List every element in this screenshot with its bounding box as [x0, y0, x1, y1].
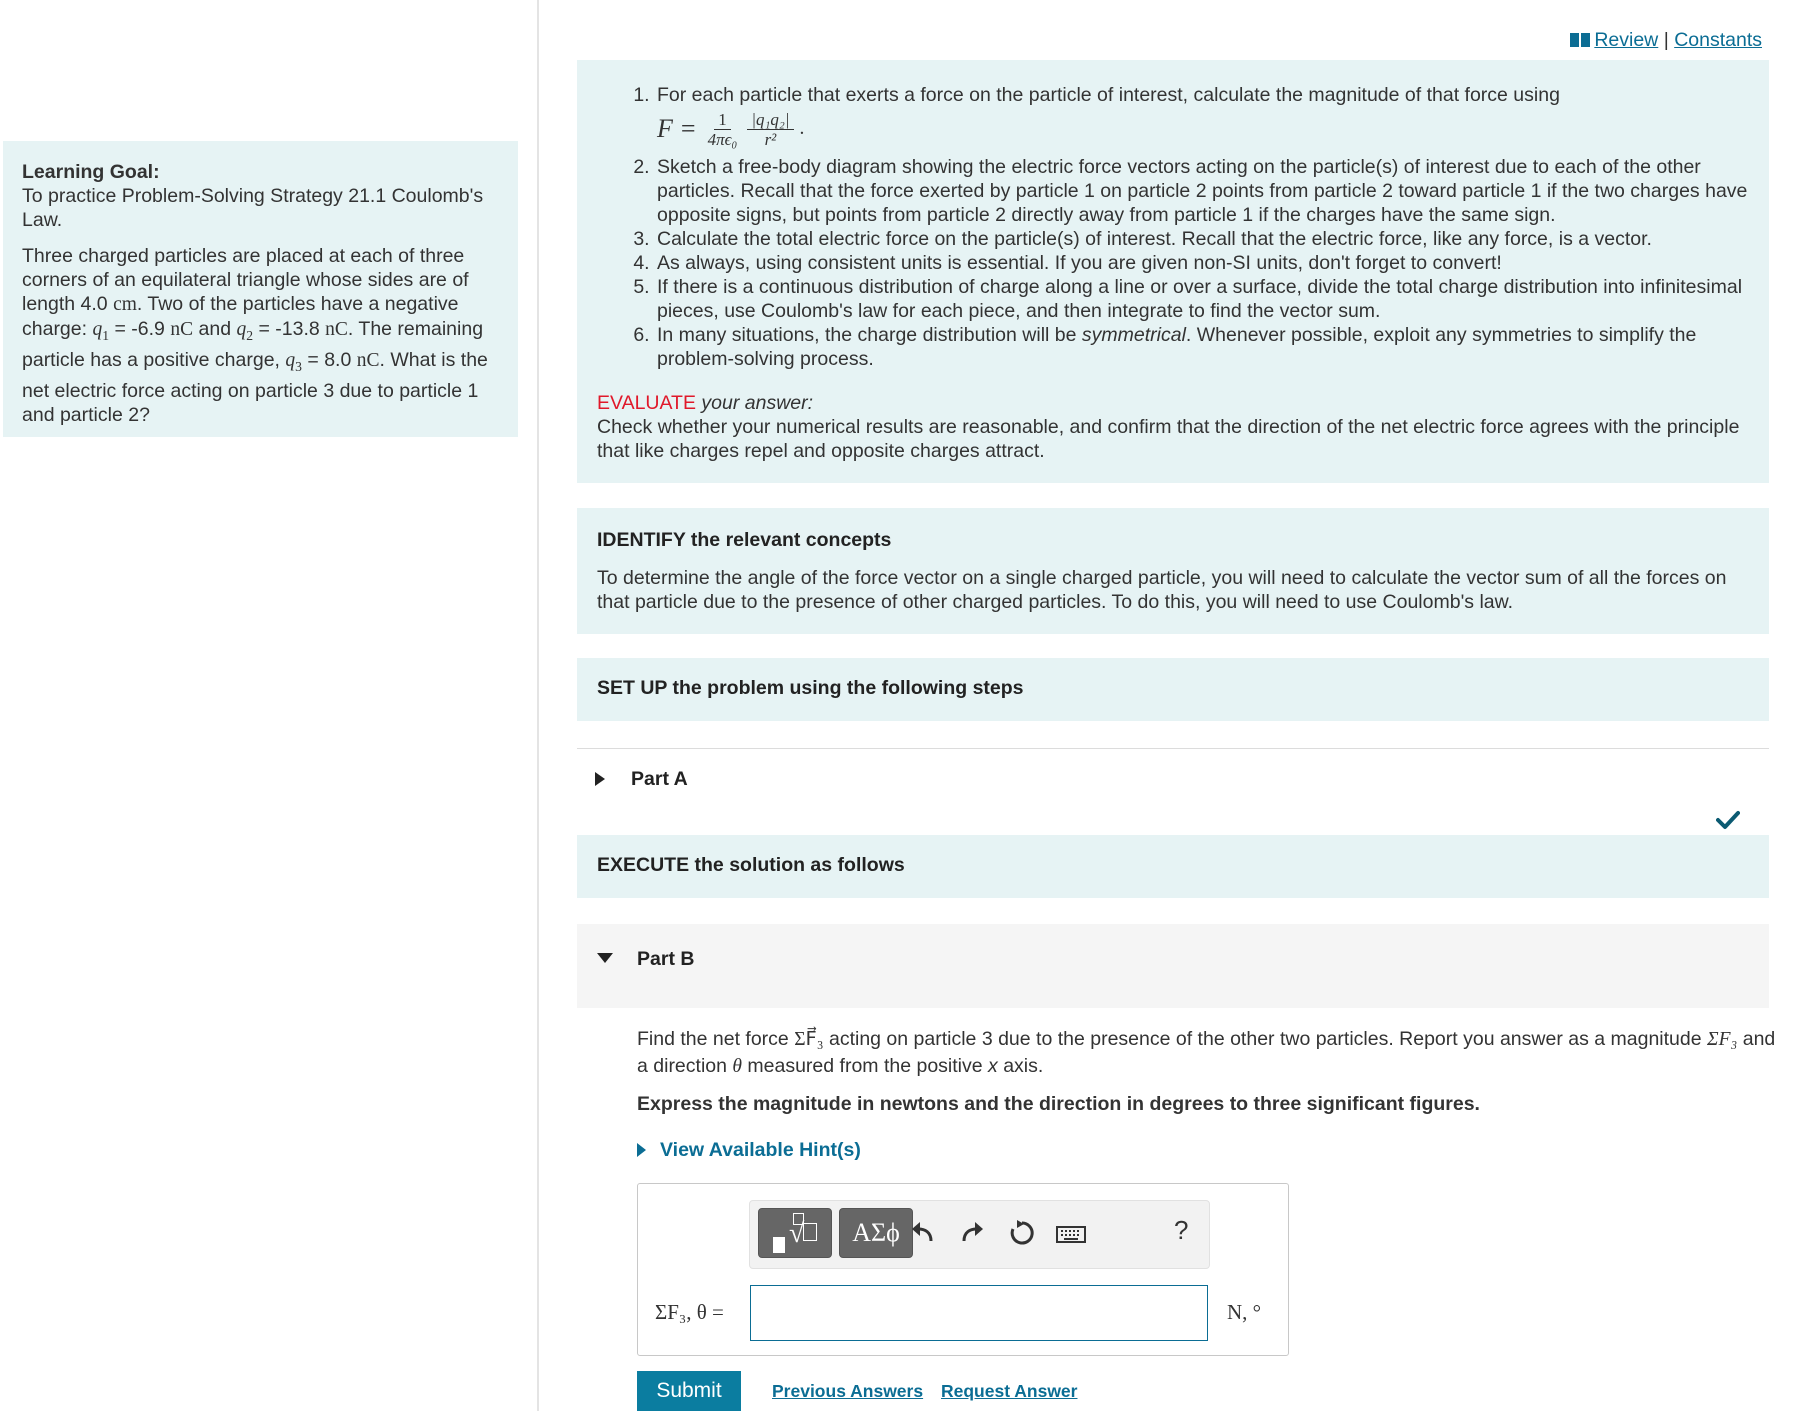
evaluate-heading: EVALUATE	[597, 392, 696, 414]
learning-goal-text: To practice Problem-Solving Strategy 21.1 Coulomb's Law.	[22, 185, 484, 231]
help-button[interactable]: ?	[1174, 1215, 1189, 1245]
step6-emphasis: symmetrical	[1081, 324, 1186, 346]
formula-den-1: 4πϵ₀	[707, 129, 738, 149]
q1-symbol: q	[92, 319, 103, 340]
view-hints-label: View Available Hint(s)	[660, 1139, 861, 1161]
execute-heading	[597, 854, 1749, 877]
checkmark-icon	[1716, 810, 1740, 830]
expand-arrow-icon	[595, 772, 605, 786]
question-text-c: and a direction	[637, 1028, 1776, 1077]
keyboard-icon[interactable]	[1056, 1219, 1086, 1247]
sum-force-vector-symbol: ΣF⃗₃	[794, 1029, 824, 1050]
previous-answers-link[interactable]: Previous Answers	[772, 1381, 924, 1401]
q3-value: = 8.0	[307, 348, 352, 371]
q2-value: = -13.8	[258, 318, 320, 340]
part-b-question	[637, 1026, 1777, 1080]
unit-nc-3: nC	[356, 349, 380, 371]
strategy-step-3: 3. Calculate the total electric force on the particle(s) of interest. Recall that the electric force, like any force, is a vector.	[655, 227, 1769, 251]
learning-goal-panel	[3, 141, 518, 437]
part-a-toggle[interactable]	[595, 768, 688, 791]
answer-box	[637, 1183, 1289, 1356]
collapse-arrow-icon	[597, 953, 613, 963]
step1-text: For each particle that exerts a force on the particle of interest, calculate the magnitude of that force using	[657, 84, 1560, 106]
math-toolbar	[749, 1200, 1210, 1269]
view-hints-link[interactable]	[637, 1139, 861, 1162]
coulomb-formula	[657, 105, 1769, 153]
question-text-a: Find the net force	[637, 1028, 789, 1050]
setup-panel	[577, 658, 1769, 721]
q2-symbol: q	[236, 319, 247, 340]
identify-text: To determine the angle of the force vector on a single charged particle, you will need to calculate the vector sum of all the forces on that particle due to the presence of other charged particles. To do this, you will need to use Coulomb's law.	[597, 567, 1727, 613]
part-b-label: Part B	[637, 948, 695, 970]
q3-symbol: q	[285, 349, 296, 371]
top-links	[1570, 29, 1762, 52]
setup-heading	[597, 677, 1749, 700]
problem-text-4: . What is the net electric force acting on particle 3 due to particle 1 and particle 2?	[22, 348, 488, 426]
q3-subscript: 3	[295, 358, 302, 374]
formula-period: .	[799, 118, 805, 139]
answer-input[interactable]	[750, 1285, 1208, 1341]
evaluate-section	[577, 371, 1769, 463]
identify-heading	[597, 528, 1749, 552]
formula-num-2: |q₁q₂|	[747, 110, 793, 130]
unit-cm: cm	[113, 294, 137, 315]
execute-heading-bold: EXECUTE	[597, 854, 690, 876]
unit-nc-2: nC	[325, 319, 348, 340]
column-divider	[537, 0, 539, 1411]
constants-link[interactable]: Constants	[1674, 29, 1762, 51]
templates-button[interactable]	[758, 1208, 832, 1258]
theta-symbol: θ	[732, 1056, 742, 1077]
formula-F: F	[657, 114, 673, 143]
step6-text-a: In many situations, the charge distribution will be	[657, 324, 1077, 346]
evaluate-text: Check whether your numerical results are reasonable, and confirm that the direction of the net electric force agrees with the principle that like charges repel and opposite charges attract.	[597, 416, 1740, 462]
evaluate-subheading: your answer:	[701, 392, 814, 414]
strategy-step-4: 4. As always, using consistent units is essential. If you are given non-SI units, don't forget to convert!	[655, 251, 1769, 275]
question-text-e: axis.	[1003, 1055, 1044, 1077]
express-instruction: Express the magnitude in newtons and the direction in degrees to three significant figures.	[637, 1093, 1480, 1115]
unit-nc-1: nC	[170, 319, 194, 340]
radical-icon: √	[789, 1218, 805, 1249]
x-symbol: x	[988, 1055, 998, 1077]
formula-equals: =	[680, 114, 696, 143]
formula-num-1: 1	[714, 110, 731, 130]
formula-fraction-2	[747, 110, 793, 149]
answer-label: ΣF₃, θ =	[655, 1300, 724, 1324]
template-square-icon	[773, 1237, 785, 1253]
question-text-b: acting on particle 3 due to the presence of the other two particles. Report you answer as a magnitude	[828, 1028, 1702, 1050]
problem-text-2: . Two of the particles have a negative charge:	[22, 293, 459, 340]
part-a-label: Part A	[631, 768, 688, 790]
setup-heading-rest: the problem using the following steps	[672, 677, 1024, 699]
strategy-panel	[577, 60, 1769, 483]
q1-value: = -6.9	[114, 318, 165, 340]
setup-heading-bold: SET UP	[597, 677, 668, 699]
strategy-step-1	[655, 83, 1769, 153]
review-link[interactable]: Review	[1594, 29, 1659, 51]
and-text: and	[198, 318, 232, 340]
book-icon	[1570, 33, 1590, 47]
step6-text-b: . Whenever possible, exploit any symmetries to simplify the problem-solving process.	[657, 324, 1697, 370]
sum-force-symbol: ΣF₃	[1707, 1029, 1738, 1050]
q1-subscript: 1	[102, 327, 110, 343]
identify-panel	[577, 508, 1769, 634]
execute-heading-rest: the solution as follows	[694, 854, 905, 876]
execute-panel	[577, 835, 1769, 898]
answer-units: N, °	[1227, 1300, 1262, 1324]
strategy-steps	[577, 60, 1769, 371]
part-a-divider	[577, 748, 1769, 749]
q2-subscript: 2	[246, 327, 254, 343]
strategy-step-6	[655, 323, 1769, 371]
formula-den-2: r²	[764, 129, 777, 149]
request-answer-link[interactable]: Request Answer	[941, 1381, 1078, 1401]
identify-heading-bold: IDENTIFY	[597, 529, 686, 551]
redo-icon[interactable]	[958, 1219, 986, 1247]
learning-goal-title: Learning Goal:	[22, 161, 160, 183]
greek-symbols-button[interactable]: ΑΣϕ	[839, 1208, 913, 1258]
template-box-icon	[803, 1223, 817, 1241]
part-b-toggle[interactable]	[577, 924, 1769, 1008]
problem-text-3: . The remaining particle has a positive charge,	[22, 318, 484, 371]
undo-icon[interactable]	[909, 1219, 937, 1247]
question-text-d: measured from the positive	[747, 1055, 983, 1077]
strategy-step-5: 5. If there is a continuous distribution of charge along a line or over a surface, divide the total charge distribution into infinitesimal pieces, use Coulomb's law for each piece, and then integrate to find the vector sum.	[655, 275, 1769, 323]
identify-heading-rest: the relevant concepts	[690, 529, 892, 551]
submit-button[interactable]: Submit	[637, 1371, 741, 1411]
hint-arrow-icon	[637, 1143, 646, 1157]
reset-icon[interactable]	[1008, 1219, 1036, 1247]
problem-text-1: Three charged particles are placed at each of three corners of an equilateral triangle whose sides are of length 4.0	[22, 245, 469, 315]
link-separator: |	[1663, 29, 1669, 51]
strategy-step-2: 2. Sketch a free-body diagram showing the electric force vectors acting on the particle(s) of interest due to each of the other particles. Recall that the force exerted by particle 1 on particle 2 points from particle 2 toward particle 1 if the two charges have opposite signs, but points from particle 2 directly away from particle 1 if the charges have the same sign.	[655, 155, 1769, 227]
formula-fraction-1	[704, 110, 742, 149]
problem-statement	[22, 244, 499, 427]
